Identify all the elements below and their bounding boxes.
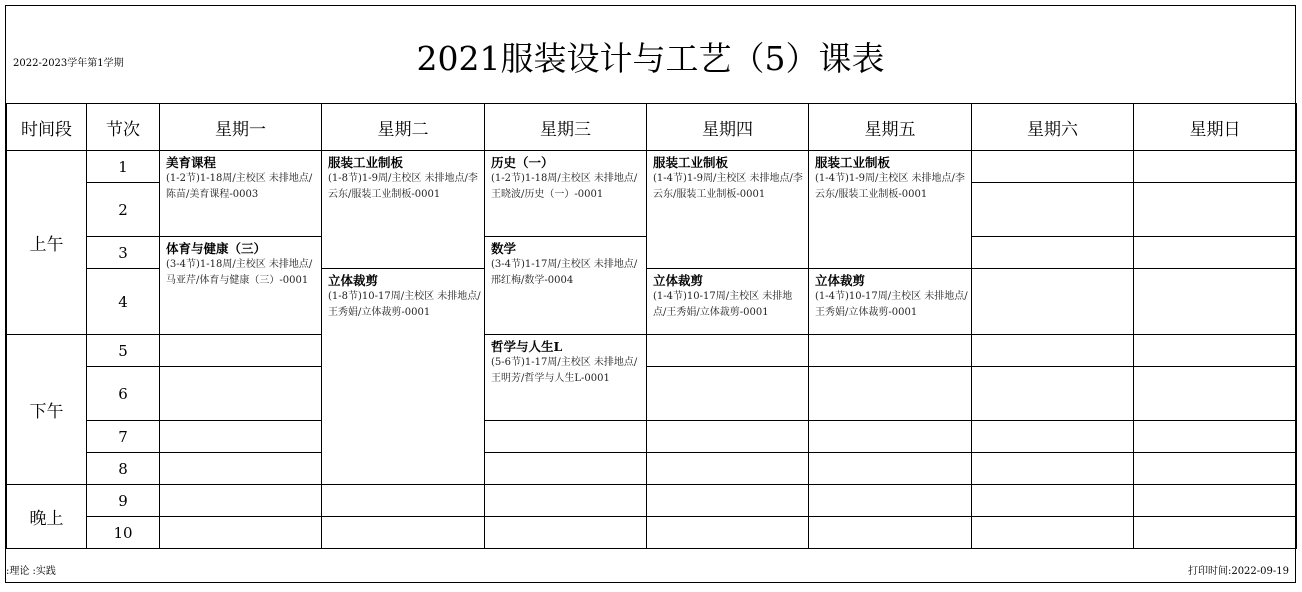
empty-cell (1134, 335, 1297, 367)
table-row (7, 367, 1297, 421)
header-row (7, 104, 1297, 151)
course-cell-tue-2 (322, 269, 485, 485)
schedule-table (6, 103, 1297, 549)
empty-cell (485, 453, 647, 485)
table-row (7, 517, 1297, 549)
section-number: 10 (87, 517, 160, 549)
empty-cell (972, 269, 1134, 335)
course-name: 立体裁剪 (815, 273, 866, 288)
empty-cell (647, 517, 809, 549)
section-number: 3 (87, 237, 160, 269)
print-time: 打印时间:2022-09-19 (1187, 566, 1289, 577)
course-cell-tue-1 (322, 151, 485, 269)
empty-cell (972, 453, 1134, 485)
course-name: 服装工业制板 (328, 155, 404, 170)
table-row (7, 485, 1297, 517)
course-cell-wed-1 (485, 151, 647, 237)
empty-cell (322, 485, 485, 517)
course-detail: (3-4节)1-17周/主校区 未排地点/邢红梅/数学-0004 (491, 259, 638, 286)
empty-cell (972, 517, 1134, 549)
empty-cell (972, 151, 1134, 183)
course-cell-mon-1 (160, 151, 322, 237)
course-detail: (1-4节)10-17周/主校区 未排地点/王秀娟/立体裁剪-0001 (653, 291, 793, 318)
col-header-thursday: 星期四 (647, 104, 809, 151)
course-detail: (1-2节)1-18周/主校区 未排地点/陈苗/美育课程-0003 (166, 173, 313, 200)
course-cell-fri-2 (809, 269, 972, 335)
section-number: 4 (87, 269, 160, 335)
legend-text: :理论 :实践 (6, 566, 56, 577)
col-header-period: 时间段 (7, 104, 87, 151)
empty-cell (809, 485, 972, 517)
course-name: 体育与健康（三） (166, 241, 267, 256)
section-number: 9 (87, 485, 160, 517)
section-number: 2 (87, 183, 160, 237)
course-name: 历史（一） (491, 155, 554, 170)
table-row (7, 335, 1297, 367)
empty-cell (1134, 269, 1297, 335)
course-cell-mon-2 (160, 237, 322, 335)
empty-cell (1134, 237, 1297, 269)
course-detail: (1-4节)10-17周/主校区 未排地点/王秀娟/立体裁剪-0001 (815, 291, 968, 318)
course-cell-thu-2 (647, 269, 809, 335)
empty-cell (160, 485, 322, 517)
col-header-tuesday: 星期二 (322, 104, 485, 151)
empty-cell (160, 453, 322, 485)
empty-cell (322, 517, 485, 549)
section-number: 6 (87, 367, 160, 421)
course-detail: (5-6节)1-17周/主校区 未排地点/王明芳/哲学与人生L-0001 (491, 357, 638, 384)
table-row (7, 151, 1297, 183)
empty-cell (160, 421, 322, 453)
section-number: 1 (87, 151, 160, 183)
course-detail: (1-4节)1-9周/主校区 未排地点/李云东/服装工业制板-0001 (815, 173, 965, 200)
empty-cell (972, 485, 1134, 517)
empty-cell (1134, 183, 1297, 237)
empty-cell (485, 517, 647, 549)
period-morning: 上午 (7, 151, 87, 335)
section-number: 8 (87, 453, 160, 485)
section-number: 5 (87, 335, 160, 367)
empty-cell (160, 517, 322, 549)
page-title: 2021服装设计与工艺（5）课表 (416, 39, 885, 78)
course-detail: (1-8节)10-17周/主校区 未排地点/王秀娟/立体裁剪-0001 (328, 291, 481, 318)
empty-cell (809, 335, 972, 367)
period-evening: 晚上 (7, 485, 87, 549)
empty-cell (160, 367, 322, 421)
col-header-sunday: 星期日 (1134, 104, 1297, 151)
empty-cell (972, 421, 1134, 453)
empty-cell (1134, 151, 1297, 183)
course-cell-thu-1 (647, 151, 809, 269)
empty-cell (972, 237, 1134, 269)
empty-cell (1134, 485, 1297, 517)
course-detail: (3-4节)1-18周/主校区 未排地点/马亚芹/体育与健康（三）-0001 (166, 259, 313, 286)
empty-cell (485, 485, 647, 517)
course-cell-wed-2 (485, 237, 647, 335)
empty-cell (972, 183, 1134, 237)
empty-cell (647, 421, 809, 453)
course-name: 服装工业制板 (653, 155, 729, 170)
course-name: 哲学与人生L (491, 339, 563, 354)
course-detail: (1-2节)1-18周/主校区 未排地点/王晓波/历史（一）-0001 (491, 173, 638, 200)
col-header-wednesday: 星期三 (485, 104, 647, 151)
section-number: 7 (87, 421, 160, 453)
sheet-header (6, 6, 1295, 103)
empty-cell (809, 367, 972, 421)
course-name: 美育课程 (166, 155, 217, 170)
timetable-sheet (5, 5, 1296, 583)
course-name: 服装工业制板 (815, 155, 891, 170)
course-detail: (1-4节)1-9周/主校区 未排地点/李云东/服装工业制板-0001 (653, 173, 803, 200)
course-cell-wed-3 (485, 335, 647, 421)
course-name: 数学 (491, 241, 517, 256)
term-label: 2022-2023学年第1学期 (13, 58, 124, 69)
col-header-saturday: 星期六 (972, 104, 1134, 151)
course-cell-fri-1 (809, 151, 972, 269)
empty-cell (647, 485, 809, 517)
course-name: 立体裁剪 (653, 273, 704, 288)
empty-cell (972, 335, 1134, 367)
period-afternoon: 下午 (7, 335, 87, 485)
empty-cell (1134, 367, 1297, 421)
empty-cell (1134, 421, 1297, 453)
empty-cell (647, 453, 809, 485)
col-header-section: 节次 (87, 104, 160, 151)
table-row (7, 453, 1297, 485)
empty-cell (809, 453, 972, 485)
empty-cell (485, 421, 647, 453)
empty-cell (972, 367, 1134, 421)
col-header-monday: 星期一 (160, 104, 322, 151)
empty-cell (1134, 517, 1297, 549)
course-detail: (1-8节)1-9周/主校区 未排地点/李云东/服装工业制板-0001 (328, 173, 478, 200)
empty-cell (1134, 453, 1297, 485)
empty-cell (809, 421, 972, 453)
course-name: 立体裁剪 (328, 273, 379, 288)
empty-cell (647, 335, 809, 367)
col-header-friday: 星期五 (809, 104, 972, 151)
empty-cell (809, 517, 972, 549)
empty-cell (647, 367, 809, 421)
table-row (7, 421, 1297, 453)
empty-cell (160, 335, 322, 367)
